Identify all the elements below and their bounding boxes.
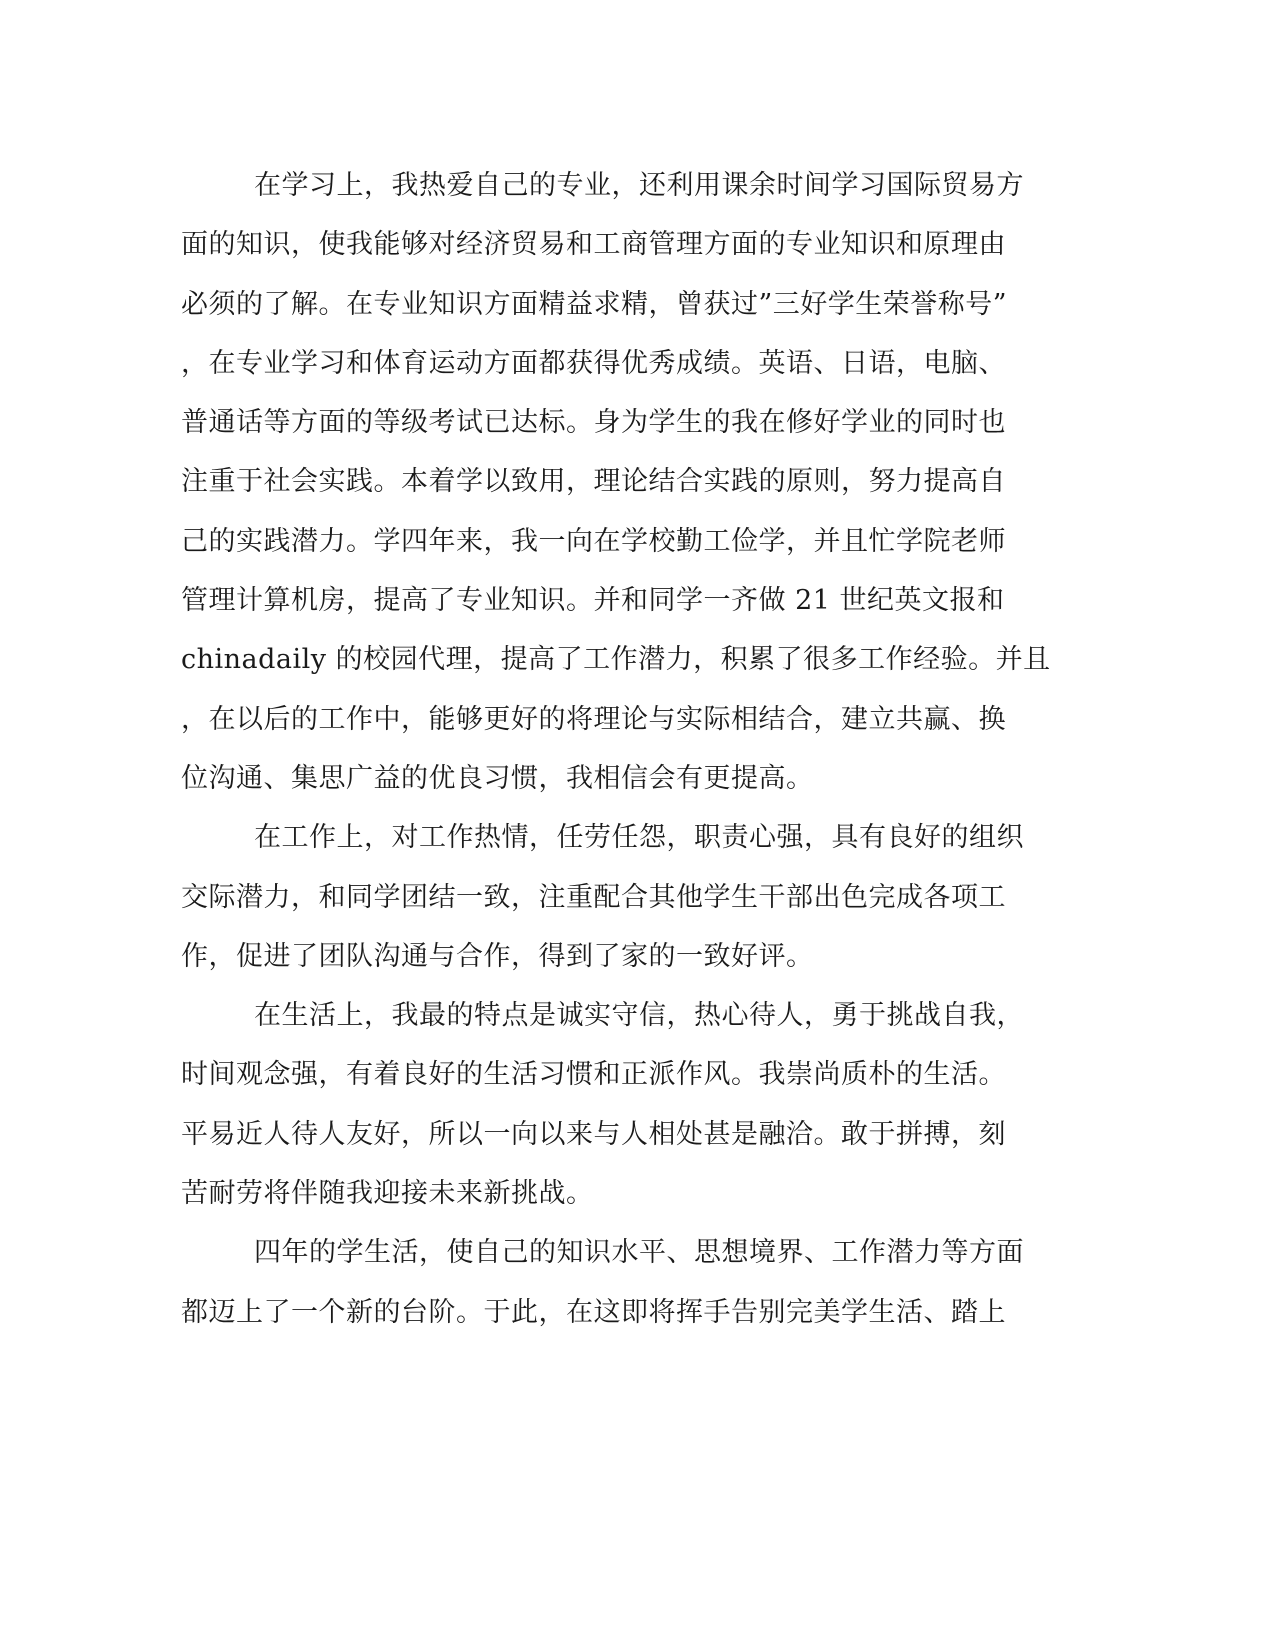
body-text — [181, 156, 1051, 1342]
text-line: 都迈上了一个新的台阶。于此，在这即将挥手告别完美学生活、踏上 — [181, 1296, 1006, 1328]
text-line: 在学习上，我热爱自己的专业，还利用课余时间学习国际贸易方 — [254, 170, 1024, 201]
text-line: 平易近人待人友好，所以一向以来与人相处甚是融洽。敢于拼搏，刻 — [181, 1118, 1006, 1150]
text-line: 注重于社会实践。本着学以致用，理论结合实践的原则，努力提高自 — [181, 466, 1006, 498]
text-line: 位沟通、集思广益的优良习惯，我相信会有更提高。 — [181, 762, 814, 794]
text-line: 四年的学生活，使自己的知识水平、思想境界、工作潜力等方面 — [254, 1237, 1024, 1269]
text-line: 面的知识，使我能够对经济贸易和工商管理方面的专业知识和原理由 — [181, 229, 1006, 261]
text-line: ，在以后的工作中，能够更好的将理论与实际相结合，建立共赢、换 — [181, 703, 1006, 735]
text-line: chinadaily 的校园代理，提高了工作潜力，积累了很多工作经验。并且 — [181, 644, 1051, 676]
text-line: 必须的了解。在专业知识方面精益求精，曾获过”三好学生荣誉称号” — [181, 288, 1008, 320]
text-line: 在工作上，对工作热情，任劳任怨，职责心强，具有良好的组织 — [254, 822, 1024, 854]
text-line: 交际潜力，和同学团结一致，注重配合其他学生干部出色完成各项工 — [181, 881, 1006, 913]
text-line: 苦耐劳将伴随我迎接未来新挑战。 — [181, 1178, 594, 1210]
text-line: 普通话等方面的等级考试已达标。身为学生的我在修好学业的同时也 — [181, 407, 1006, 439]
text-line: 时间观念强，有着良好的生活习惯和正派作风。我崇尚质朴的生活。 — [181, 1059, 1006, 1091]
text-line: 在生活上，我最的特点是诚实守信，热心待人，勇于挑战自我， — [254, 1000, 1024, 1032]
text-line: ，在专业学习和体育运动方面都获得优秀成绩。英语、日语，电脑、 — [181, 347, 1006, 379]
text-line: 作，促进了团队沟通与合作，得到了家的一致好评。 — [181, 940, 814, 972]
text-line: 管理计算机房，提高了专业知识。并和同学一齐做 21 世纪英文报和 — [181, 585, 1005, 617]
text-line: 己的实践潜力。学四年来，我一向在学校勤工俭学，并且忙学院老师 — [181, 525, 1006, 557]
